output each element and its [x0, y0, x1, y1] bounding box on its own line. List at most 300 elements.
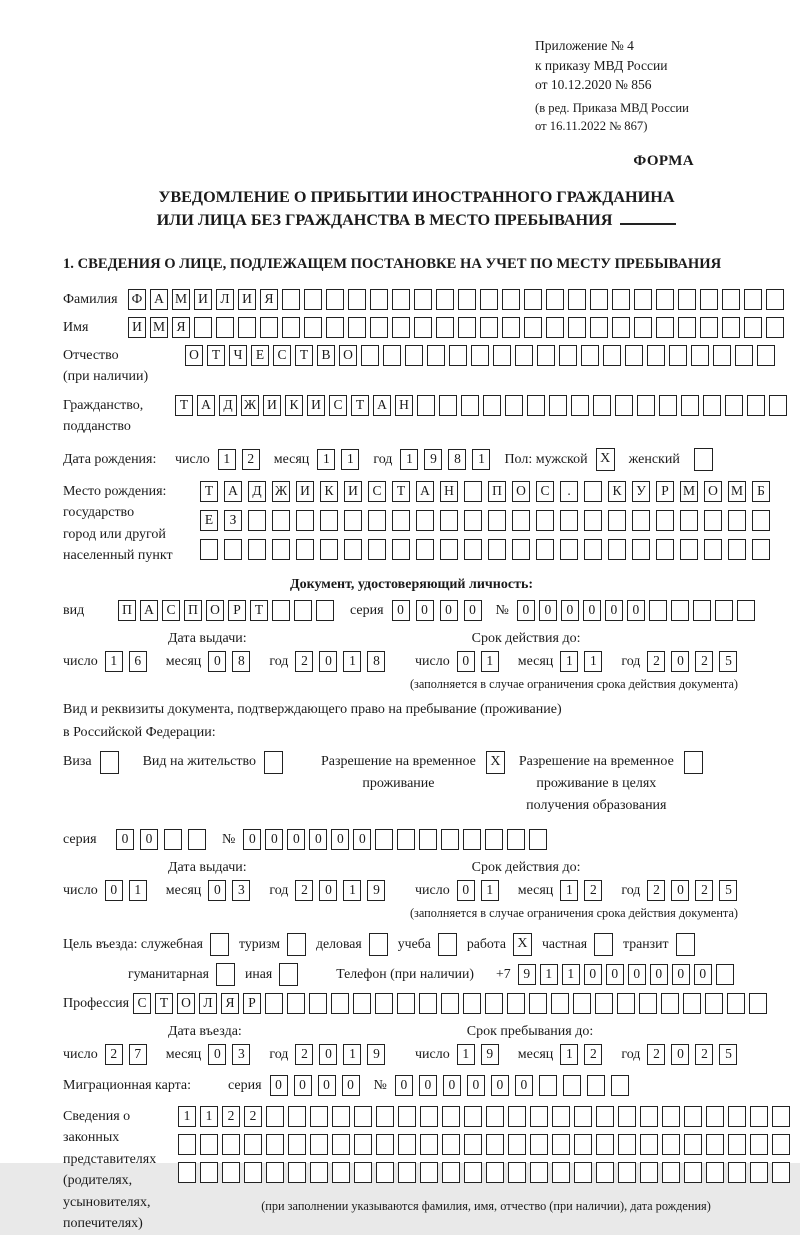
- char-cell[interactable]: [659, 395, 677, 416]
- char-cell[interactable]: [222, 1162, 240, 1183]
- char-cell[interactable]: 0: [265, 829, 283, 850]
- char-cell[interactable]: 5: [719, 651, 737, 672]
- char-cell[interactable]: [587, 1075, 605, 1096]
- char-cell[interactable]: И: [194, 289, 212, 310]
- char-cell[interactable]: [309, 993, 327, 1014]
- char-cell[interactable]: [536, 539, 554, 560]
- char-cell[interactable]: [488, 539, 506, 560]
- char-cell[interactable]: [200, 1134, 218, 1155]
- char-cell[interactable]: [680, 539, 698, 560]
- char-cell[interactable]: 1: [560, 880, 578, 901]
- char-cell[interactable]: [684, 1162, 702, 1183]
- char-cell[interactable]: 0: [584, 964, 602, 985]
- char-cell[interactable]: 0: [671, 880, 689, 901]
- char-cell[interactable]: 0: [395, 1075, 413, 1096]
- char-cell[interactable]: М: [728, 481, 746, 502]
- char-cell[interactable]: П: [184, 600, 202, 621]
- char-cell[interactable]: 0: [650, 964, 668, 985]
- char-cell[interactable]: 5: [719, 1044, 737, 1065]
- char-cell[interactable]: 9: [481, 1044, 499, 1065]
- char-cell[interactable]: [560, 510, 578, 531]
- char-cell[interactable]: 0: [628, 964, 646, 985]
- char-cell[interactable]: 1: [343, 1044, 361, 1065]
- char-cell[interactable]: 9: [518, 964, 536, 985]
- char-cell[interactable]: [671, 600, 689, 621]
- char-cell[interactable]: 0: [319, 880, 337, 901]
- char-cell[interactable]: [681, 395, 699, 416]
- char-cell[interactable]: 1: [540, 964, 558, 985]
- char-cell[interactable]: [260, 317, 278, 338]
- char-cell[interactable]: А: [224, 481, 242, 502]
- char-cell[interactable]: 0: [627, 600, 645, 621]
- char-cell[interactable]: [618, 1162, 636, 1183]
- char-cell[interactable]: 9: [367, 880, 385, 901]
- char-cell[interactable]: [612, 317, 630, 338]
- char-cell[interactable]: 2: [242, 449, 260, 470]
- char-cell[interactable]: И: [263, 395, 281, 416]
- char-cell[interactable]: [370, 289, 388, 310]
- char-cell[interactable]: [728, 1134, 746, 1155]
- char-cell[interactable]: [436, 289, 454, 310]
- char-cell[interactable]: [704, 539, 722, 560]
- char-cell[interactable]: [560, 539, 578, 560]
- char-cell[interactable]: 3: [232, 1044, 250, 1065]
- char-cell[interactable]: А: [197, 395, 215, 416]
- char-cell[interactable]: 1: [562, 964, 580, 985]
- char-cell[interactable]: 1: [584, 651, 602, 672]
- char-cell[interactable]: 0: [606, 964, 624, 985]
- char-cell[interactable]: 6: [129, 651, 147, 672]
- char-cell[interactable]: [640, 1162, 658, 1183]
- char-cell[interactable]: [546, 317, 564, 338]
- char-cell[interactable]: [397, 829, 415, 850]
- char-cell[interactable]: [766, 317, 784, 338]
- char-cell[interactable]: [595, 993, 613, 1014]
- char-cell[interactable]: [507, 829, 525, 850]
- char-cell[interactable]: [752, 510, 770, 531]
- char-cell[interactable]: [608, 539, 626, 560]
- char-cell[interactable]: 0: [671, 651, 689, 672]
- char-cell[interactable]: С: [329, 395, 347, 416]
- char-cell[interactable]: П: [488, 481, 506, 502]
- char-cell[interactable]: Ч: [229, 345, 247, 366]
- char-cell[interactable]: [383, 345, 401, 366]
- char-cell[interactable]: 0: [309, 829, 327, 850]
- char-cell[interactable]: [749, 993, 767, 1014]
- char-cell[interactable]: [515, 345, 533, 366]
- char-cell[interactable]: [662, 1106, 680, 1127]
- char-cell[interactable]: [769, 395, 787, 416]
- char-cell[interactable]: [603, 345, 621, 366]
- purpose-official-checkbox[interactable]: [210, 933, 229, 956]
- char-cell[interactable]: [348, 289, 366, 310]
- char-cell[interactable]: 1: [218, 449, 236, 470]
- char-cell[interactable]: Т: [175, 395, 193, 416]
- char-cell[interactable]: [296, 510, 314, 531]
- char-cell[interactable]: [537, 345, 555, 366]
- char-cell[interactable]: [700, 317, 718, 338]
- purpose-tourism-checkbox[interactable]: [287, 933, 306, 956]
- char-cell[interactable]: [248, 510, 266, 531]
- purpose-business-checkbox[interactable]: [369, 933, 388, 956]
- char-cell[interactable]: 0: [287, 829, 305, 850]
- char-cell[interactable]: 2: [695, 1044, 713, 1065]
- char-cell[interactable]: 0: [270, 1075, 288, 1096]
- char-cell[interactable]: С: [273, 345, 291, 366]
- char-cell[interactable]: [512, 510, 530, 531]
- char-cell[interactable]: [766, 289, 784, 310]
- char-cell[interactable]: [442, 1134, 460, 1155]
- char-cell[interactable]: 1: [400, 449, 418, 470]
- char-cell[interactable]: [416, 539, 434, 560]
- char-cell[interactable]: [464, 1106, 482, 1127]
- char-cell[interactable]: [706, 1134, 724, 1155]
- char-cell[interactable]: [296, 539, 314, 560]
- char-cell[interactable]: Т: [200, 481, 218, 502]
- char-cell[interactable]: [571, 395, 589, 416]
- char-cell[interactable]: 0: [443, 1075, 461, 1096]
- char-cell[interactable]: [464, 1134, 482, 1155]
- char-cell[interactable]: [722, 289, 740, 310]
- char-cell[interactable]: [728, 1106, 746, 1127]
- char-cell[interactable]: 0: [416, 600, 434, 621]
- char-cell[interactable]: [530, 1134, 548, 1155]
- temp-residence-checkbox[interactable]: X: [486, 751, 505, 774]
- char-cell[interactable]: [178, 1134, 196, 1155]
- char-cell[interactable]: [441, 993, 459, 1014]
- char-cell[interactable]: [536, 510, 554, 531]
- char-cell[interactable]: М: [172, 289, 190, 310]
- char-cell[interactable]: К: [320, 481, 338, 502]
- char-cell[interactable]: Б: [752, 481, 770, 502]
- char-cell[interactable]: [649, 600, 667, 621]
- purpose-transit-checkbox[interactable]: [676, 933, 695, 956]
- char-cell[interactable]: Р: [656, 481, 674, 502]
- char-cell[interactable]: [693, 600, 711, 621]
- char-cell[interactable]: [706, 1106, 724, 1127]
- purpose-other-checkbox[interactable]: [279, 963, 298, 986]
- char-cell[interactable]: [508, 1162, 526, 1183]
- char-cell[interactable]: 0: [539, 600, 557, 621]
- char-cell[interactable]: [551, 993, 569, 1014]
- char-cell[interactable]: [486, 1162, 504, 1183]
- purpose-humanitarian-checkbox[interactable]: [216, 963, 235, 986]
- char-cell[interactable]: 0: [419, 1075, 437, 1096]
- char-cell[interactable]: [282, 317, 300, 338]
- char-cell[interactable]: 0: [515, 1075, 533, 1096]
- char-cell[interactable]: [684, 1106, 702, 1127]
- char-cell[interactable]: [331, 993, 349, 1014]
- char-cell[interactable]: [539, 1075, 557, 1096]
- char-cell[interactable]: [678, 317, 696, 338]
- char-cell[interactable]: 0: [294, 1075, 312, 1096]
- purpose-study-checkbox[interactable]: [438, 933, 457, 956]
- char-cell[interactable]: [552, 1162, 570, 1183]
- char-cell[interactable]: Я: [260, 289, 278, 310]
- char-cell[interactable]: [442, 1106, 460, 1127]
- char-cell[interactable]: Ж: [241, 395, 259, 416]
- char-cell[interactable]: [716, 964, 734, 985]
- char-cell[interactable]: [744, 289, 762, 310]
- char-cell[interactable]: [508, 1106, 526, 1127]
- char-cell[interactable]: 1: [457, 1044, 475, 1065]
- char-cell[interactable]: 8: [367, 651, 385, 672]
- char-cell[interactable]: [376, 1162, 394, 1183]
- char-cell[interactable]: [441, 829, 459, 850]
- char-cell[interactable]: 2: [695, 880, 713, 901]
- char-cell[interactable]: [735, 345, 753, 366]
- char-cell[interactable]: 1: [200, 1106, 218, 1127]
- char-cell[interactable]: [354, 1106, 372, 1127]
- char-cell[interactable]: П: [118, 600, 136, 621]
- char-cell[interactable]: [419, 993, 437, 1014]
- char-cell[interactable]: [370, 317, 388, 338]
- char-cell[interactable]: [703, 395, 721, 416]
- char-cell[interactable]: [527, 395, 545, 416]
- char-cell[interactable]: [471, 345, 489, 366]
- char-cell[interactable]: 2: [295, 651, 313, 672]
- char-cell[interactable]: [288, 1162, 306, 1183]
- char-cell[interactable]: [683, 993, 701, 1014]
- char-cell[interactable]: 0: [331, 829, 349, 850]
- char-cell[interactable]: [272, 539, 290, 560]
- char-cell[interactable]: Д: [248, 481, 266, 502]
- char-cell[interactable]: [480, 317, 498, 338]
- char-cell[interactable]: [461, 395, 479, 416]
- char-cell[interactable]: [524, 289, 542, 310]
- char-cell[interactable]: [194, 317, 212, 338]
- char-cell[interactable]: [348, 317, 366, 338]
- char-cell[interactable]: 2: [222, 1106, 240, 1127]
- char-cell[interactable]: 2: [584, 880, 602, 901]
- char-cell[interactable]: [568, 317, 586, 338]
- char-cell[interactable]: [414, 289, 432, 310]
- char-cell[interactable]: Е: [251, 345, 269, 366]
- char-cell[interactable]: С: [536, 481, 554, 502]
- char-cell[interactable]: 1: [560, 651, 578, 672]
- char-cell[interactable]: [164, 829, 182, 850]
- char-cell[interactable]: 1: [343, 651, 361, 672]
- char-cell[interactable]: [200, 539, 218, 560]
- char-cell[interactable]: [647, 345, 665, 366]
- char-cell[interactable]: [634, 317, 652, 338]
- char-cell[interactable]: [420, 1162, 438, 1183]
- char-cell[interactable]: 2: [647, 880, 665, 901]
- char-cell[interactable]: [530, 1106, 548, 1127]
- char-cell[interactable]: К: [285, 395, 303, 416]
- char-cell[interactable]: 8: [448, 449, 466, 470]
- char-cell[interactable]: Ф: [128, 289, 146, 310]
- char-cell[interactable]: [728, 510, 746, 531]
- char-cell[interactable]: [458, 317, 476, 338]
- char-cell[interactable]: [618, 1106, 636, 1127]
- char-cell[interactable]: 1: [341, 449, 359, 470]
- char-cell[interactable]: И: [307, 395, 325, 416]
- char-cell[interactable]: О: [185, 345, 203, 366]
- char-cell[interactable]: И: [238, 289, 256, 310]
- char-cell[interactable]: [427, 345, 445, 366]
- char-cell[interactable]: [662, 1134, 680, 1155]
- char-cell[interactable]: [244, 1134, 262, 1155]
- char-cell[interactable]: Р: [228, 600, 246, 621]
- char-cell[interactable]: О: [177, 993, 195, 1014]
- char-cell[interactable]: 0: [440, 600, 458, 621]
- char-cell[interactable]: З: [224, 510, 242, 531]
- char-cell[interactable]: [414, 317, 432, 338]
- char-cell[interactable]: [568, 289, 586, 310]
- char-cell[interactable]: [344, 510, 362, 531]
- char-cell[interactable]: [405, 345, 423, 366]
- char-cell[interactable]: С: [133, 993, 151, 1014]
- char-cell[interactable]: [178, 1162, 196, 1183]
- char-cell[interactable]: [662, 1162, 680, 1183]
- char-cell[interactable]: [417, 395, 435, 416]
- char-cell[interactable]: Т: [392, 481, 410, 502]
- sex-female-checkbox[interactable]: [694, 448, 713, 471]
- char-cell[interactable]: [353, 993, 371, 1014]
- char-cell[interactable]: [248, 539, 266, 560]
- char-cell[interactable]: .: [560, 481, 578, 502]
- char-cell[interactable]: [584, 539, 602, 560]
- char-cell[interactable]: 2: [647, 651, 665, 672]
- char-cell[interactable]: [238, 317, 256, 338]
- char-cell[interactable]: 0: [392, 600, 410, 621]
- char-cell[interactable]: 1: [129, 880, 147, 901]
- char-cell[interactable]: 2: [244, 1106, 262, 1127]
- char-cell[interactable]: [440, 510, 458, 531]
- char-cell[interactable]: Я: [172, 317, 190, 338]
- purpose-work-checkbox[interactable]: X: [513, 933, 532, 956]
- char-cell[interactable]: [639, 993, 657, 1014]
- char-cell[interactable]: [608, 510, 626, 531]
- char-cell[interactable]: 7: [129, 1044, 147, 1065]
- char-cell[interactable]: [488, 510, 506, 531]
- char-cell[interactable]: 0: [342, 1075, 360, 1096]
- char-cell[interactable]: [656, 289, 674, 310]
- char-cell[interactable]: 2: [647, 1044, 665, 1065]
- residence-permit-checkbox[interactable]: [264, 751, 283, 774]
- char-cell[interactable]: [265, 993, 283, 1014]
- char-cell[interactable]: [744, 317, 762, 338]
- char-cell[interactable]: [310, 1134, 328, 1155]
- char-cell[interactable]: Л: [199, 993, 217, 1014]
- char-cell[interactable]: [618, 1134, 636, 1155]
- char-cell[interactable]: [725, 395, 743, 416]
- char-cell[interactable]: [310, 1106, 328, 1127]
- char-cell[interactable]: [684, 1134, 702, 1155]
- char-cell[interactable]: Т: [295, 345, 313, 366]
- char-cell[interactable]: 1: [343, 880, 361, 901]
- char-cell[interactable]: [678, 289, 696, 310]
- char-cell[interactable]: [747, 395, 765, 416]
- char-cell[interactable]: [354, 1162, 372, 1183]
- char-cell[interactable]: [326, 289, 344, 310]
- char-cell[interactable]: [304, 289, 322, 310]
- char-cell[interactable]: [750, 1134, 768, 1155]
- char-cell[interactable]: [188, 829, 206, 850]
- char-cell[interactable]: [549, 395, 567, 416]
- char-cell[interactable]: [440, 539, 458, 560]
- char-cell[interactable]: [316, 600, 334, 621]
- char-cell[interactable]: [493, 345, 511, 366]
- char-cell[interactable]: [398, 1106, 416, 1127]
- char-cell[interactable]: [750, 1106, 768, 1127]
- char-cell[interactable]: 1: [560, 1044, 578, 1065]
- char-cell[interactable]: [508, 1134, 526, 1155]
- char-cell[interactable]: [680, 510, 698, 531]
- char-cell[interactable]: Ж: [272, 481, 290, 502]
- char-cell[interactable]: 0: [467, 1075, 485, 1096]
- char-cell[interactable]: [552, 1106, 570, 1127]
- char-cell[interactable]: 0: [561, 600, 579, 621]
- char-cell[interactable]: М: [680, 481, 698, 502]
- char-cell[interactable]: 2: [295, 880, 313, 901]
- char-cell[interactable]: [483, 395, 501, 416]
- char-cell[interactable]: [590, 317, 608, 338]
- char-cell[interactable]: [439, 395, 457, 416]
- char-cell[interactable]: [593, 395, 611, 416]
- char-cell[interactable]: С: [162, 600, 180, 621]
- char-cell[interactable]: [552, 1134, 570, 1155]
- char-cell[interactable]: [502, 317, 520, 338]
- char-cell[interactable]: [310, 1162, 328, 1183]
- char-cell[interactable]: [272, 510, 290, 531]
- char-cell[interactable]: Н: [440, 481, 458, 502]
- char-cell[interactable]: А: [373, 395, 391, 416]
- char-cell[interactable]: [416, 510, 434, 531]
- char-cell[interactable]: [546, 289, 564, 310]
- char-cell[interactable]: 0: [243, 829, 261, 850]
- char-cell[interactable]: 0: [116, 829, 134, 850]
- char-cell[interactable]: 3: [232, 880, 250, 901]
- char-cell[interactable]: [772, 1106, 790, 1127]
- char-cell[interactable]: 1: [481, 880, 499, 901]
- char-cell[interactable]: [288, 1134, 306, 1155]
- char-cell[interactable]: [715, 600, 733, 621]
- char-cell[interactable]: [304, 317, 322, 338]
- char-cell[interactable]: [727, 993, 745, 1014]
- char-cell[interactable]: [222, 1134, 240, 1155]
- char-cell[interactable]: Т: [207, 345, 225, 366]
- char-cell[interactable]: 9: [367, 1044, 385, 1065]
- char-cell[interactable]: [282, 289, 300, 310]
- char-cell[interactable]: 1: [178, 1106, 196, 1127]
- char-cell[interactable]: [376, 1134, 394, 1155]
- char-cell[interactable]: [625, 345, 643, 366]
- char-cell[interactable]: [272, 600, 290, 621]
- char-cell[interactable]: 1: [481, 651, 499, 672]
- char-cell[interactable]: 0: [140, 829, 158, 850]
- char-cell[interactable]: 0: [208, 1044, 226, 1065]
- char-cell[interactable]: [464, 481, 482, 502]
- char-cell[interactable]: 0: [491, 1075, 509, 1096]
- char-cell[interactable]: [397, 993, 415, 1014]
- char-cell[interactable]: 0: [672, 964, 690, 985]
- temp-residence-edu-checkbox[interactable]: [684, 751, 703, 774]
- char-cell[interactable]: [632, 510, 650, 531]
- char-cell[interactable]: [507, 993, 525, 1014]
- char-cell[interactable]: [656, 510, 674, 531]
- char-cell[interactable]: [596, 1134, 614, 1155]
- char-cell[interactable]: [398, 1162, 416, 1183]
- char-cell[interactable]: [704, 510, 722, 531]
- char-cell[interactable]: [750, 1162, 768, 1183]
- char-cell[interactable]: [713, 345, 731, 366]
- char-cell[interactable]: 0: [353, 829, 371, 850]
- char-cell[interactable]: [398, 1134, 416, 1155]
- char-cell[interactable]: [574, 1134, 592, 1155]
- char-cell[interactable]: 0: [208, 651, 226, 672]
